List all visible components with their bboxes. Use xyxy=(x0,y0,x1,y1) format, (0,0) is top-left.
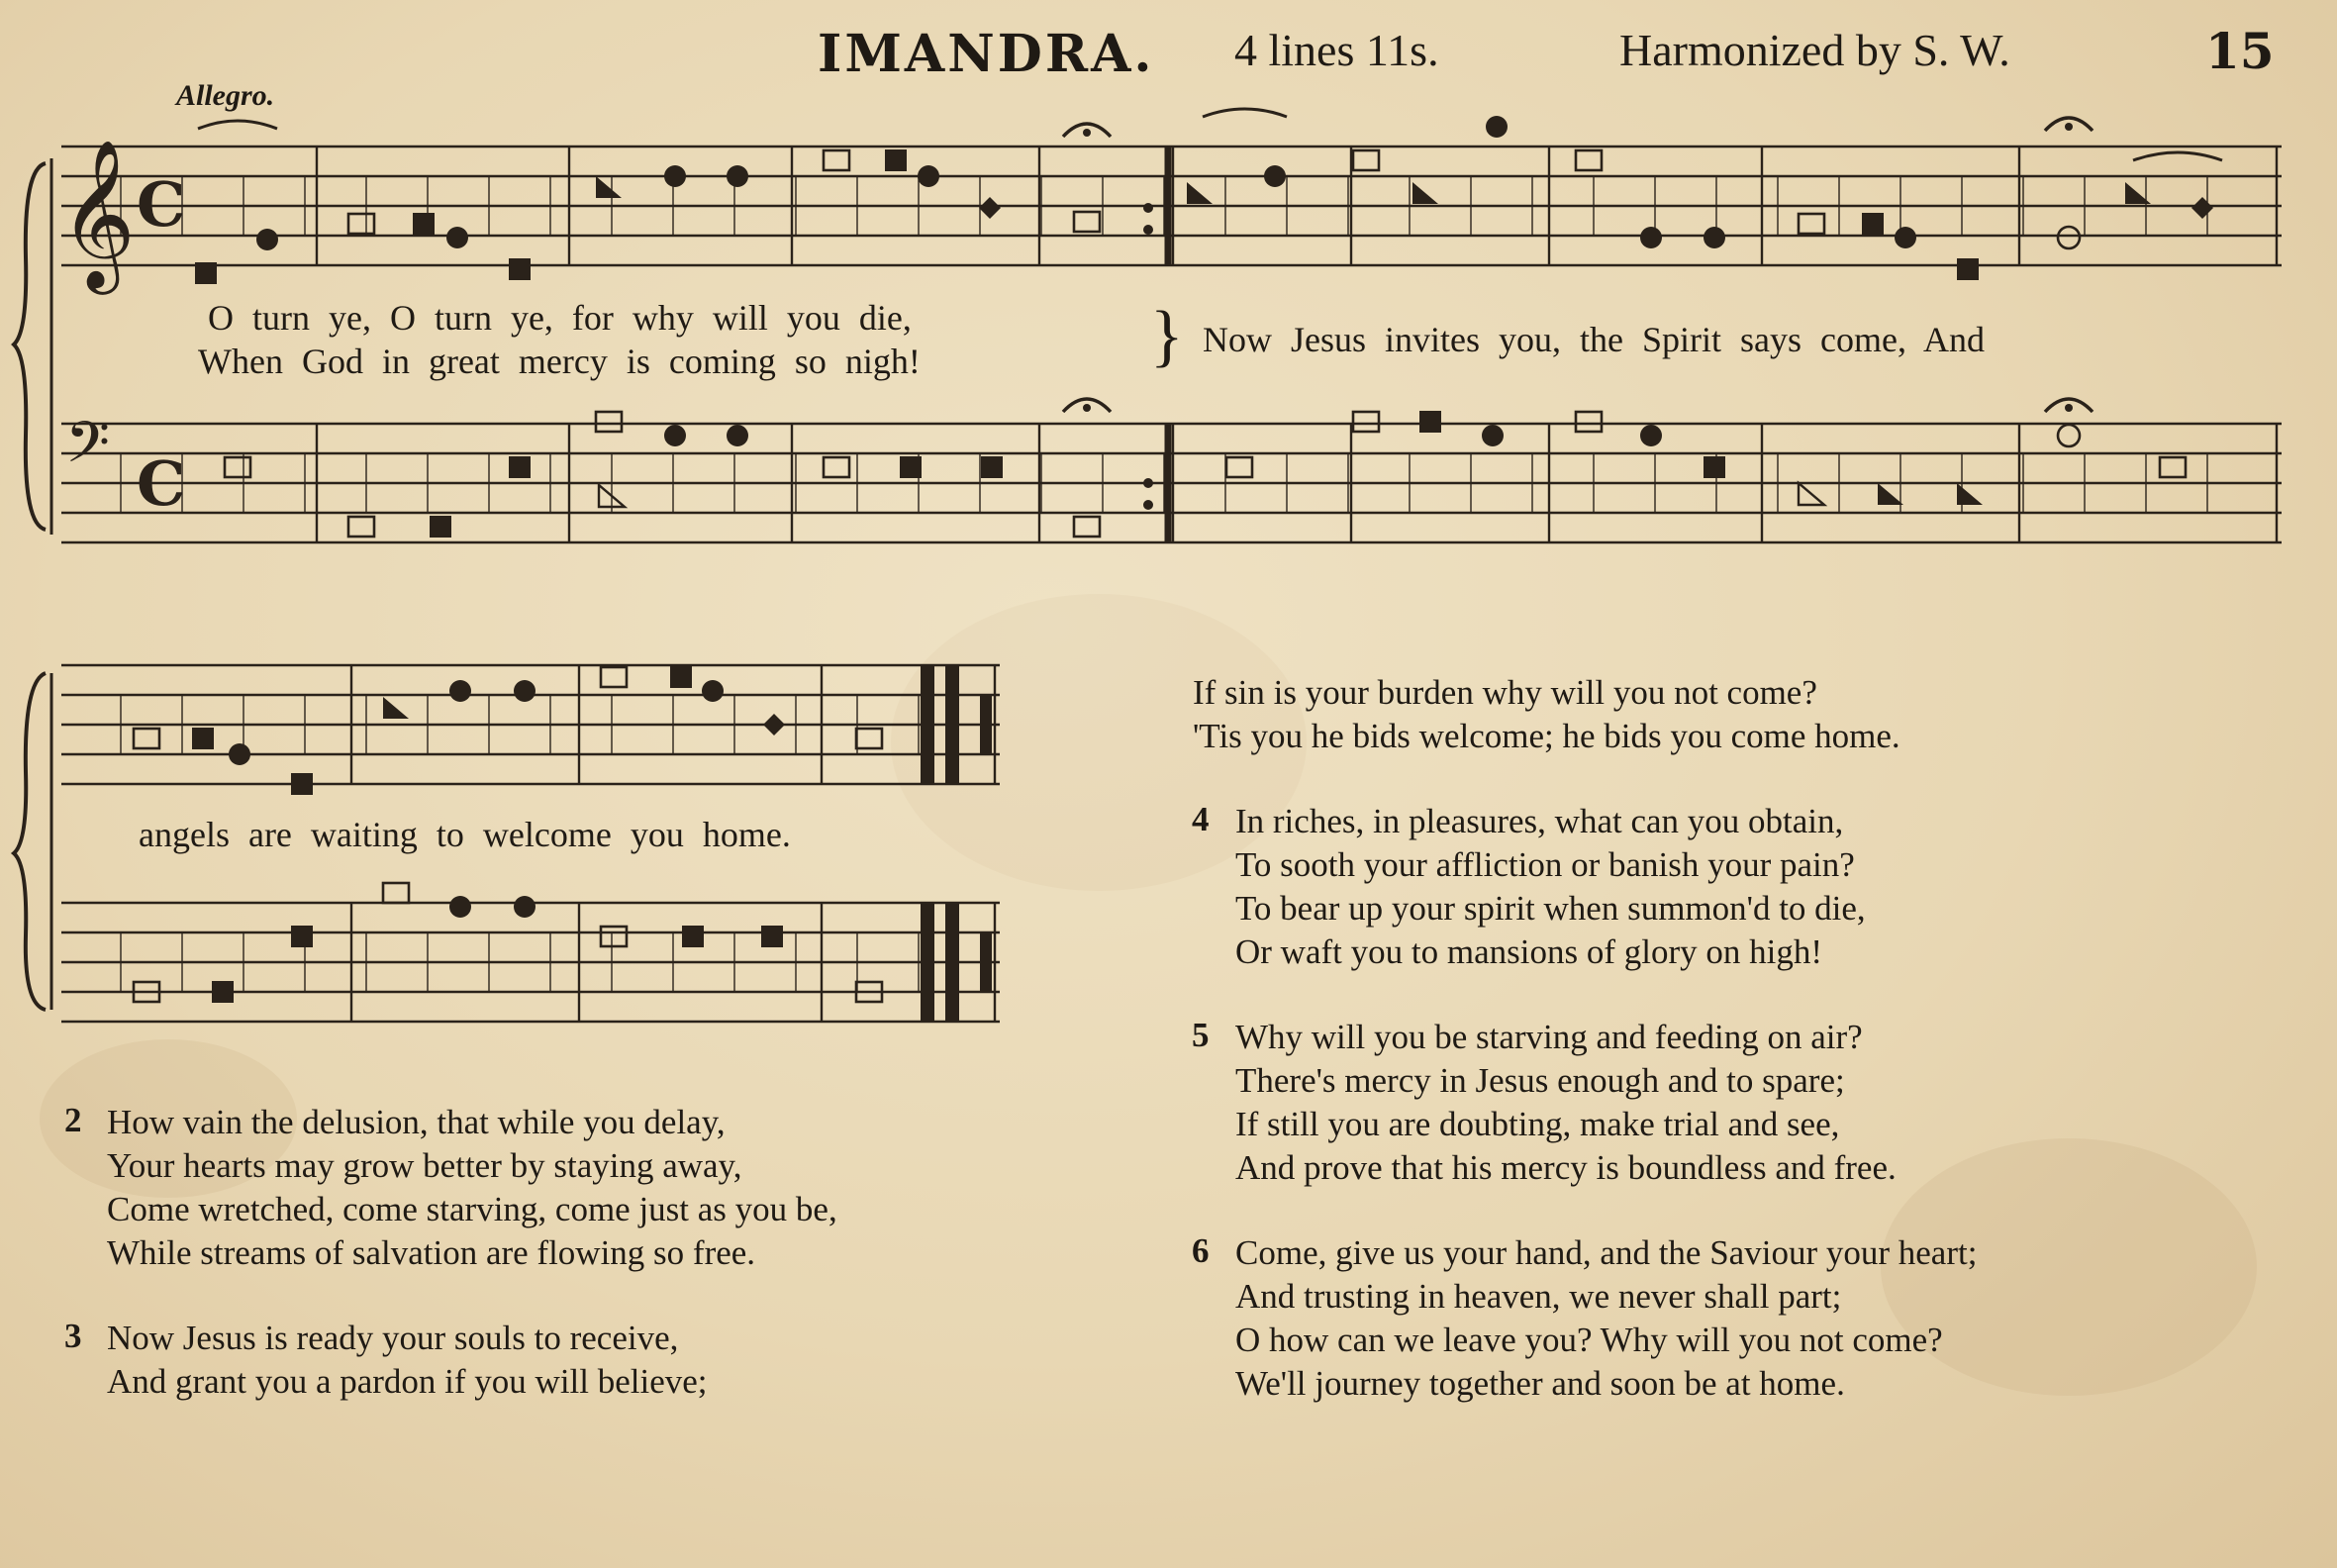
lyrics-line-1b: When God in great mercy is coming so nigh! xyxy=(198,342,921,381)
verse-number: 6 xyxy=(1192,1231,1210,1270)
treble2-note-square xyxy=(670,666,692,688)
treble2-note-round xyxy=(514,680,536,702)
verse-line: How vain the delusion, that while you delay, xyxy=(107,1103,726,1141)
system-brace xyxy=(14,163,46,530)
slur-icon xyxy=(1203,109,1287,117)
treble-note-square xyxy=(413,213,435,235)
treble-note-square xyxy=(509,258,531,280)
bass-clef-icon: 𝄢 xyxy=(65,409,111,490)
verse-line: And prove that his mercy is boundless and free. xyxy=(1235,1148,1897,1187)
repeat-dot-icon xyxy=(1143,478,1153,488)
bass-note-round-open xyxy=(2058,425,2080,446)
treble-note-triangle xyxy=(596,176,622,198)
verse-line: To sooth your affliction or banish your pain? xyxy=(1235,845,1855,884)
verse-line: And grant you a pardon if you will believe; xyxy=(107,1362,708,1401)
treble2-note-square-open xyxy=(601,667,627,687)
treble2-note-round xyxy=(449,680,471,702)
treble2-note-triangle xyxy=(383,697,409,719)
treble-note-square-open xyxy=(1799,214,1824,234)
final-barline-icon xyxy=(980,932,992,992)
bass-note-square xyxy=(430,516,451,538)
treble-note-round xyxy=(1640,227,1662,248)
verse-line: O how can we leave you? Why will you not come? xyxy=(1235,1321,1943,1359)
treble-note-square xyxy=(195,262,217,284)
verse-line: Or waft you to mansions of glory on high! xyxy=(1235,932,1822,971)
verse-line: 'Tis you he bids welcome; he bids you come home. xyxy=(1193,717,1900,755)
treble-note-round xyxy=(256,229,278,250)
repeat-dot-icon xyxy=(1143,225,1153,235)
bass-note-square-open xyxy=(1576,412,1602,432)
treble-note-square-open xyxy=(1576,150,1602,170)
treble-note-square-open xyxy=(824,150,849,170)
bass-note-square-open xyxy=(225,457,250,477)
verse-line: Come wretched, come starving, come just as you be, xyxy=(107,1190,837,1228)
treble-clef-icon: 𝄞 xyxy=(59,138,136,288)
treble-note-square-open xyxy=(1353,150,1379,170)
bass-note-square-open xyxy=(1226,457,1252,477)
treble2-note-diamond xyxy=(763,714,785,735)
treble2-note-square-open xyxy=(856,729,882,748)
meter-label: 4 lines 11s. xyxy=(1234,25,1439,75)
bass-note-square xyxy=(1419,411,1441,433)
bass-note-round xyxy=(664,425,686,446)
verse-brace: } xyxy=(1150,298,1184,374)
treble-note-round xyxy=(1895,227,1916,248)
fermata-dot xyxy=(2065,404,2073,412)
verse-line: If sin is your burden why will you not come? xyxy=(1193,673,1817,712)
final-barline-icon xyxy=(945,665,959,784)
bass2-note-round xyxy=(514,896,536,918)
bass-note-square xyxy=(509,456,531,478)
bass2-note-square-open xyxy=(601,927,627,946)
final-barline-icon xyxy=(945,903,959,1022)
treble-note-diamond xyxy=(979,197,1001,219)
lyrics-line-2: angels are waiting to welcome you home. xyxy=(139,815,791,854)
treble-note-square-open xyxy=(348,214,374,234)
bass2-note-square xyxy=(682,926,704,947)
repeat-dot-icon xyxy=(1143,203,1153,213)
lyrics-line-1c: Now Jesus invites you, the Spirit says come, And xyxy=(1203,320,1985,359)
slur-icon xyxy=(198,121,277,129)
verse-number: 4 xyxy=(1192,800,1210,838)
treble-note-round xyxy=(727,165,748,187)
treble2-note-square xyxy=(291,773,313,795)
treble-note-diamond xyxy=(2191,197,2213,219)
treble2-note-square-open xyxy=(134,729,159,748)
bass-note-square-open xyxy=(348,517,374,537)
verse-3-continued xyxy=(1193,671,1900,758)
tempo-marking: Allegro. xyxy=(176,79,275,112)
verse-line: And trusting in heaven, we never shall part; xyxy=(1235,1277,1842,1316)
bass-note-triangle xyxy=(1957,483,1983,505)
bass2-note-square xyxy=(291,926,313,947)
page-number: 15 xyxy=(2205,22,2275,80)
bass-note-square-open xyxy=(1074,517,1100,537)
verse-line: Your hearts may grow better by staying away, xyxy=(107,1146,742,1185)
verse-line: Come, give us your hand, and the Saviour your heart; xyxy=(1235,1233,1978,1272)
treble-note-square-open xyxy=(1074,212,1100,232)
final-barline-icon xyxy=(921,665,934,784)
verse-line: Why will you be starving and feeding on air? xyxy=(1235,1018,1863,1056)
fermata-dot xyxy=(2065,123,2073,131)
verse-line: In riches, in pleasures, what can you obtain, xyxy=(1235,802,1844,840)
treble-note-round xyxy=(446,227,468,248)
bass-note-square-open xyxy=(1353,412,1379,432)
system-brace xyxy=(14,673,46,1010)
bass-note-triangle-open xyxy=(1799,483,1824,505)
bass-note-square-open xyxy=(824,457,849,477)
verse-number: 2 xyxy=(64,1101,82,1139)
treble2-note-square xyxy=(192,728,214,749)
bass2-note-square-open xyxy=(383,883,409,903)
treble2-note-round xyxy=(229,743,250,765)
time-signature-icon: C xyxy=(137,168,186,241)
treble-note-round xyxy=(1264,165,1286,187)
hymn-title: IMANDRA. xyxy=(818,24,1155,84)
bass2-note-square xyxy=(212,981,234,1003)
treble-note-triangle xyxy=(2125,182,2151,204)
bass-note-square xyxy=(1704,456,1725,478)
bass-note-square xyxy=(900,456,922,478)
treble-note-triangle xyxy=(1412,182,1438,204)
verse-number: 5 xyxy=(1192,1016,1210,1054)
verse-line: While streams of salvation are flowing so free. xyxy=(107,1233,756,1272)
bass-note-triangle xyxy=(1878,483,1903,505)
treble-note-round xyxy=(664,165,686,187)
verse-line: Now Jesus is ready your souls to receive, xyxy=(107,1319,679,1357)
bass-note-square xyxy=(981,456,1003,478)
verse-line: To bear up your spirit when summon'd to die, xyxy=(1235,889,1866,928)
repeat-dot-icon xyxy=(1143,500,1153,510)
treble-note-triangle xyxy=(1187,182,1213,204)
bass2-note-round xyxy=(449,896,471,918)
bass-note-round xyxy=(1482,425,1504,446)
treble-note-round xyxy=(1486,116,1508,138)
treble-note-round xyxy=(1704,227,1725,248)
time-signature-icon: C xyxy=(137,447,186,520)
bass-note-square-open xyxy=(596,412,622,432)
final-barline-icon xyxy=(921,903,934,1022)
harmonized-credit: Harmonized by S. W. xyxy=(1619,25,2010,75)
treble-note-square xyxy=(1957,258,1979,280)
verse-line: There's mercy in Jesus enough and to spare; xyxy=(1235,1061,1845,1100)
bass-note-round xyxy=(1640,425,1662,446)
treble-note-round-open xyxy=(2058,227,2080,248)
final-barline-icon xyxy=(980,695,992,754)
lyrics-line-1a: O turn ye, O turn ye, for why will you die, xyxy=(208,298,912,338)
verse-number: 3 xyxy=(64,1317,82,1355)
treble-note-square xyxy=(885,149,907,171)
treble-note-square xyxy=(1862,213,1884,235)
fermata-dot xyxy=(1083,129,1091,137)
treble2-note-round xyxy=(702,680,724,702)
fermata-dot xyxy=(1083,404,1091,412)
bass2-note-square xyxy=(761,926,783,947)
bass-note-square-open xyxy=(2160,457,2186,477)
bass-note-round xyxy=(727,425,748,446)
verse-line: If still you are doubting, make trial and see, xyxy=(1235,1105,1840,1143)
slur-icon xyxy=(2133,152,2222,160)
verse-line: We'll journey together and soon be at home. xyxy=(1235,1364,1845,1403)
treble-note-round xyxy=(918,165,939,187)
